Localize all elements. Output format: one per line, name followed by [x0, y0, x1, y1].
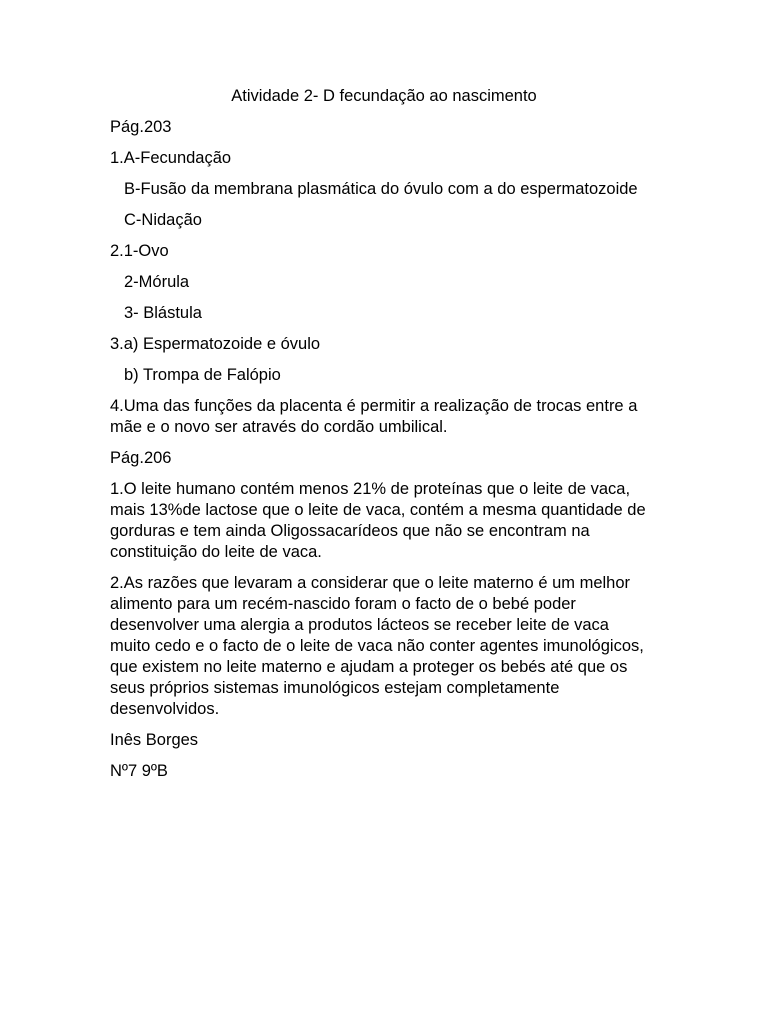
- answer-3a: 3.a) Espermatozoide e óvulo: [110, 335, 321, 353]
- answer-1a: 1.A-Fecundação: [110, 149, 232, 167]
- author-class: Nº7 9ºB: [110, 762, 168, 780]
- answer-206-1: 1.O leite humano contém menos 21% de proteínas que o leite de vaca, mais 13%de lactose que o leite de vaca, contém a mesma quantidade de gorduras e tem ainda Oligossacarídeos que não se encontram na constituição do leite de vaca.: [110, 480, 646, 561]
- answer-2-3: 3- Blástula: [124, 304, 202, 322]
- document-page: [110, 86, 650, 792]
- answer-3b: b) Trompa de Falópio: [124, 366, 281, 384]
- document-title: Atividade 2- D fecundação ao nascimento: [231, 87, 537, 105]
- page-reference-203: Pág.203: [110, 118, 172, 136]
- answer-4: 4.Uma das funções da placenta é permitir a realização de trocas entre a mãe e o novo ser através do cordão umbilical.: [110, 397, 638, 436]
- answer-2-2: 2-Mórula: [124, 273, 190, 291]
- author-name: Inês Borges: [110, 731, 199, 749]
- answer-2-1: 2.1-Ovo: [110, 242, 169, 260]
- answer-1b: B-Fusão da membrana plasmática do óvulo com a do espermatozoide: [124, 180, 638, 198]
- answer-1c: C-Nidação: [124, 211, 202, 229]
- page-reference-206: Pág.206: [110, 449, 172, 467]
- answer-206-2: 2.As razões que levaram a considerar que o leite materno é um melhor alimento para um recém-nascido foram o facto de o bebé poder desenvolver uma alergia a produtos lácteos se receber leite de vaca muito cedo e o facto de o leite de vaca não conter agentes imunológicos, que existem no leite materno e ajudam a proteger os bebés até que os seus próprios sistemas imunológicos estejam completamente desenvolvidos.: [110, 574, 644, 718]
